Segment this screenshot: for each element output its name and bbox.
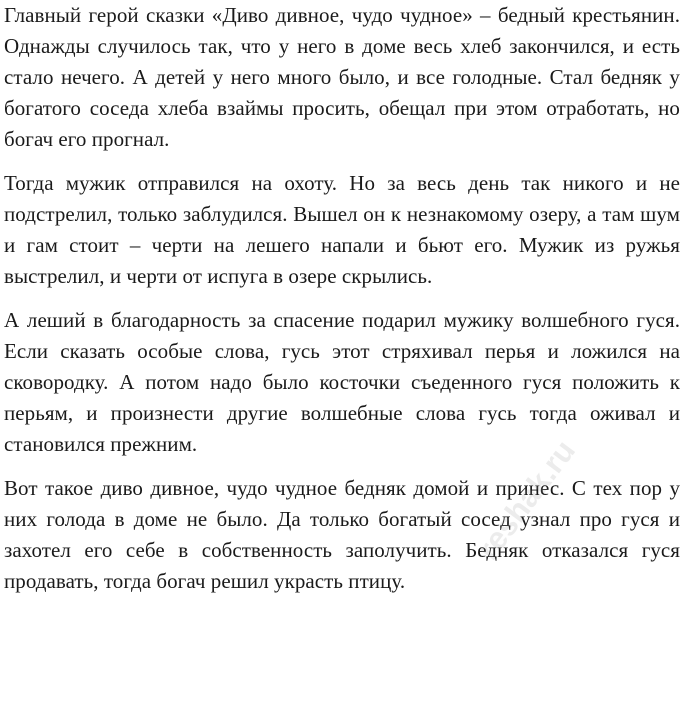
document-body <box>4 0 680 610</box>
paragraph-3: А леший в благодарность за спасение подарил мужику волшебного гуся. Если сказать особые слова, гусь этот стряхивал перья и ложился на сковородку. А потом надо было косточки съеденного гуся положить к перьям, и произнести другие волшебные слова гусь тогда оживал и становился прежним. <box>4 308 680 456</box>
watermark: reshak.ru <box>470 433 582 567</box>
paragraph-1: Главный герой сказки «Диво дивное, чудо чудное» – бедный крестьянин. Однажды случилось так, что у него в доме весь хлеб закончился, и есть стало нечего. А детей у него много было, и все голодные. Стал бедняк у богатого соседа хлеба взаймы просить, обещал при этом отработать, но богач его прогнал. <box>4 3 680 151</box>
paragraph-4: Вот такое диво дивное, чудо чудное бедняк домой и принес. С тех пор у них голода в доме не было. Да только богатый сосед узнал про гуся и захотел его себе в собственность заполучить. Бедняк отказался гуся продавать, тогда богач решил украсть птицу. <box>4 476 680 593</box>
paragraph-2: Тогда мужик отправился на охоту. Но за весь день так никого и не подстрелил, только заблудился. Вышел он к незнакомому озеру, а там шум и гам стоит – черти на лешего напали и бьют его. Мужик из ружья выстрелил, и черти от испуга в озере скрылись. <box>4 171 680 288</box>
